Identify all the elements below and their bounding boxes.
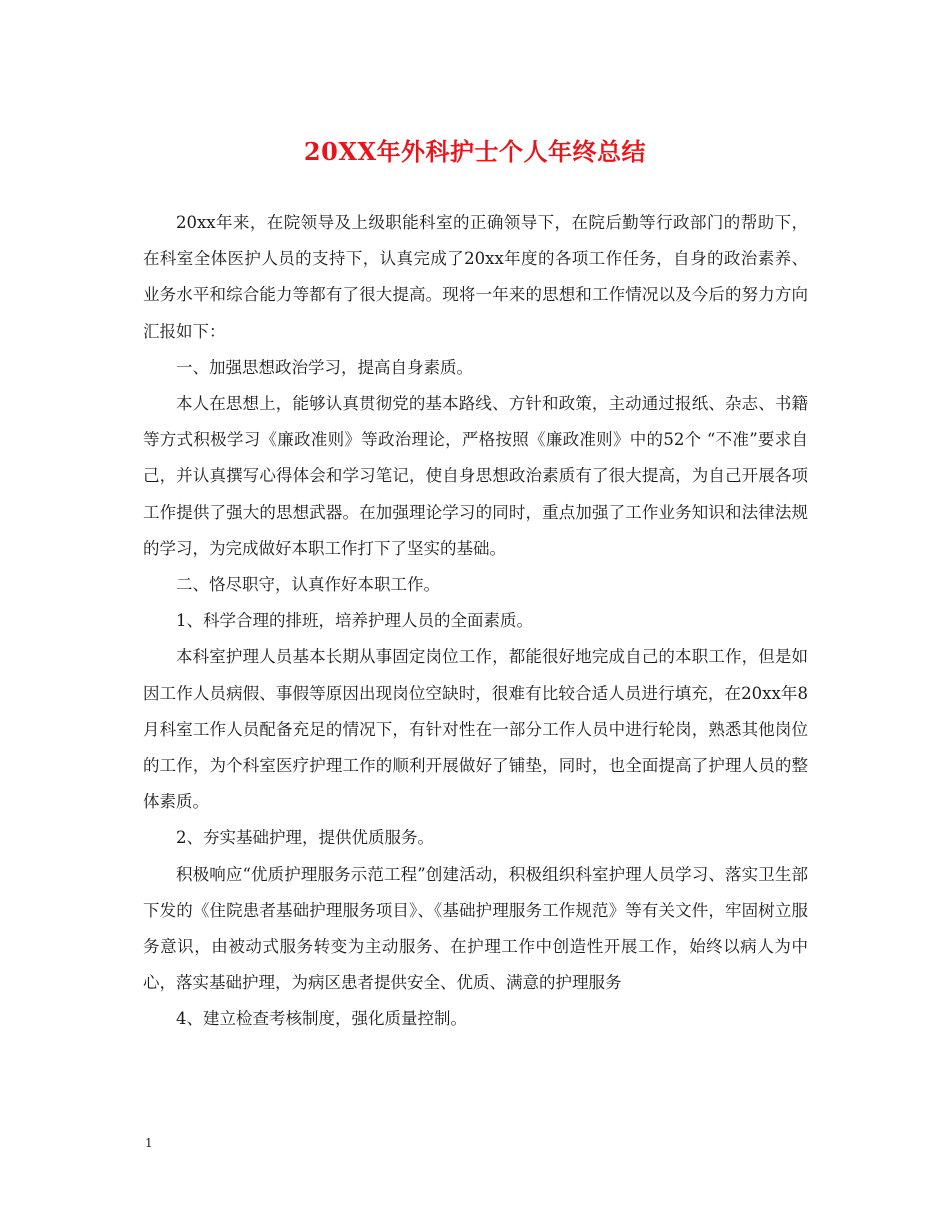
document-body <box>143 205 808 1038</box>
subsection-heading-2: 2、夯实基础护理，提供优质服务。 <box>176 828 434 848</box>
section-heading-2: 二、恪尽职守，认真作好本职工作。 <box>176 575 440 595</box>
paragraph-political-study: 本人在思想上，能够认真贯彻党的基本路线、方针和政策，主动通过报纸、杂志、书籍等方式积极学习《廉政准则》等政治理论，严格按照《廉政准则》中的52个 “不准”要求自己，并认真撰写心得体会和学习笔记，使自身思想政治素质有了很大提高，为自己开展各项工作提供了强大的思想武器。在加强理论学习的同时，重点加强了工作业务知识和法律法规的学习，为完成做好本职工作打下了坚实的基础。 <box>143 394 808 558</box>
document-title: 20XX年外科护士个人年终总结 <box>303 137 647 166</box>
paragraph-scheduling: 本科室护理人员基本长期从事固定岗位工作，都能很好地完成自己的本职工作，但是如因工作人员病假、事假等原因出现岗位空缺时，很难有比较合适人员进行填充，在20xx年8月科室工作人员配备充足的情况下，有针对性在一部分工作人员中进行轮岗，熟悉其他岗位的工作，为个科室医疗护理工作的顺利开展做好了铺垫，同时，也全面提高了护理人员的整体素质。 <box>143 647 808 812</box>
page-number: 1 <box>145 1136 153 1150</box>
subsection-heading-1: 1、科学合理的排班，培养护理人员的全面素质。 <box>176 611 533 631</box>
section-heading-1: 一、加强思想政治学习，提高自身素质。 <box>176 357 473 377</box>
subsection-heading-4: 4、建立检查考核制度，强化质量控制。 <box>176 1009 467 1029</box>
paragraph-intro: 20xx年来，在院领导及上级职能科室的正确领导下，在院后勤等行政部门的帮助下，在科室全体医护人员的支持下，认真完成了20xx年度的各项工作任务，自身的政治素养、业务水平和综合能力等都有了很大提高。现将一年来的思想和工作情况以及今后的努力方向汇报如下： <box>143 213 808 341</box>
paragraph-quality-service: 积极响应“优质护理服务示范工程”创建活动，积极组织科室护理人员学习、落实卫生部下发的《住院患者基础护理服务项目》、《基础护理服务工作规范》等有关文件，牢固树立服务意识，由被动式服务转变为主动服务、在护理工作中创造性开展工作，始终以病人为中心，落实基础护理，为病区患者提供安全、优质、满意的护理服务 <box>143 864 808 993</box>
